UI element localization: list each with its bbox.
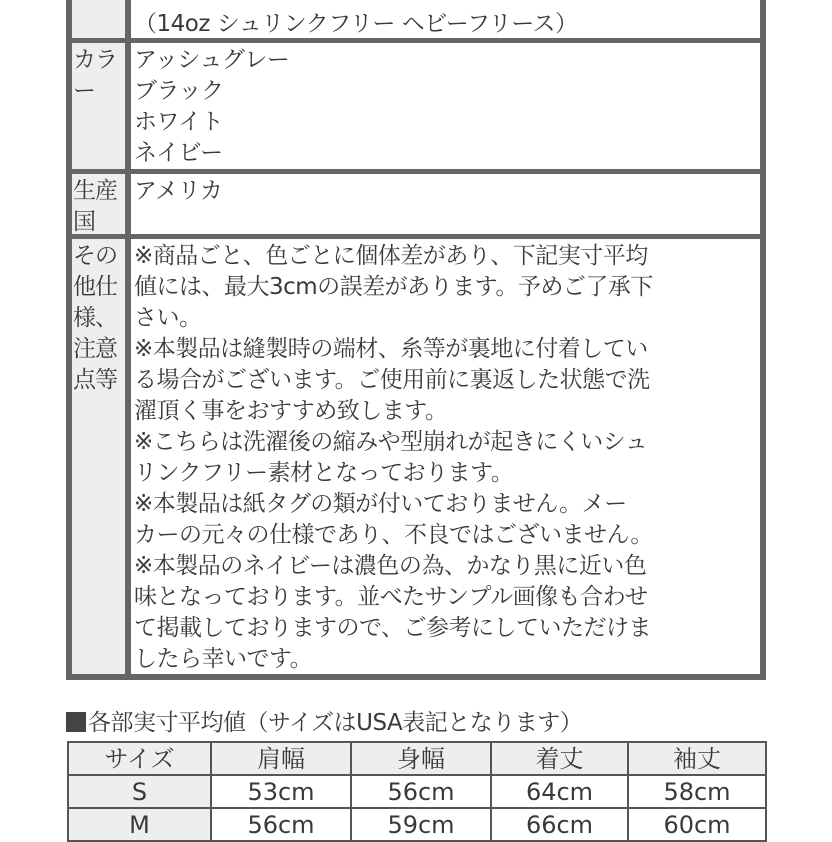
note-line: さい。: [134, 305, 202, 331]
spec-value: [131, 174, 760, 234]
spec-row-color: [72, 43, 760, 169]
note-line: 値には、最大3cmの誤差があります。予めご了承下: [134, 274, 653, 300]
size-header-cell: サイズ: [68, 742, 211, 775]
spec-label: その他仕様、注意点等: [72, 239, 125, 674]
size-title-text: 各部実寸平均値（サイズはUSA表記となります）: [88, 710, 583, 736]
measure-cell: 60cm: [628, 808, 766, 841]
measure-cell: 53cm: [211, 775, 351, 808]
measure-cell: 64cm: [491, 775, 628, 808]
note-line: ※本製品のネイビーは濃色の為、かなり黒に近い色: [134, 553, 647, 579]
size-header-cell: 身幅: [351, 742, 491, 775]
note-line: リンクフリー素材となっております。: [134, 460, 514, 486]
measure-cell: 66cm: [491, 808, 628, 841]
note-line: る場合がございます。ご使用前に裏返した状態で洗: [134, 367, 650, 393]
size-cell: M: [68, 808, 211, 841]
size-header-cell: 着丈: [491, 742, 628, 775]
color-option: アッシュグレー: [134, 47, 290, 73]
note-line: ※商品ごと、色ごとに個体差があり、下記実寸平均: [134, 243, 648, 269]
spec-row-material: [72, 0, 760, 38]
note-line: 濯頂く事をおすすめ致します。: [134, 398, 448, 424]
measure-cell: 58cm: [628, 775, 766, 808]
size-table: [67, 741, 767, 842]
color-option: ネイビー: [134, 140, 223, 166]
measure-cell: 56cm: [211, 808, 351, 841]
spec-value: [131, 0, 760, 38]
spec-value: [131, 43, 760, 169]
note-line: ※本製品は紙タグの類が付いておりません。メー: [134, 491, 627, 517]
product-spec-table: [66, 0, 766, 680]
table-row: [68, 808, 766, 841]
color-option: ブラック: [134, 78, 224, 104]
color-option: ホワイト: [134, 109, 224, 135]
table-row: [68, 775, 766, 808]
note-line: て掲載しておりますので、ご参考にしていただけま: [134, 615, 652, 641]
note-line: 味となっております。並べたサンプル画像も合わせ: [134, 584, 648, 610]
spec-value: [131, 239, 760, 674]
size-cell: S: [68, 775, 211, 808]
spec-label: 生産国: [72, 174, 125, 234]
square-bullet-icon: [66, 712, 86, 732]
spec-row-origin: [72, 174, 760, 234]
size-table-header-row: [68, 742, 766, 775]
note-line: カーの元々の仕様であり、不良ではございません。: [134, 522, 653, 548]
size-header-cell: 袖丈: [628, 742, 766, 775]
size-section-title: [66, 707, 582, 739]
spec-value-line: [134, 0, 760, 9]
spec-label: [72, 0, 125, 38]
spec-row-notes: [72, 239, 760, 674]
measure-cell: 56cm: [351, 775, 491, 808]
note-line: したら幸いです。: [134, 646, 313, 672]
measure-cell: 59cm: [351, 808, 491, 841]
spec-label: カラー: [72, 43, 125, 169]
note-line: ※本製品は縫製時の端材、糸等が裏地に付着してい: [134, 336, 648, 362]
origin-value: アメリカ: [134, 178, 223, 204]
size-header-cell: 肩幅: [211, 742, 351, 775]
note-line: ※こちらは洗濯後の縮みや型崩れが起きにくいシュ: [134, 429, 648, 455]
spec-value-line: （14oz シュリンクフリー ヘビーフリース）: [134, 11, 578, 37]
